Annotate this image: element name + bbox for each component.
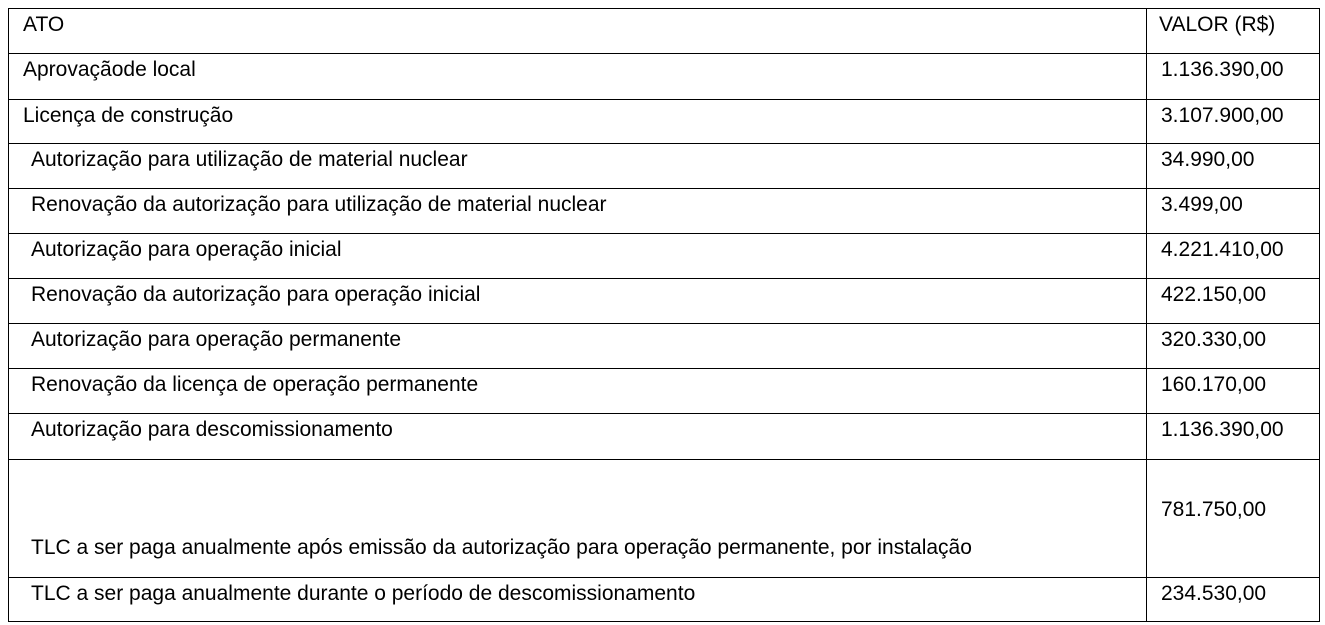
value-cell: 781.750,00 (1147, 460, 1320, 578)
table-row (9, 324, 1320, 369)
value-cell: 234.530,00 (1147, 578, 1320, 622)
table-row (9, 578, 1320, 622)
act-cell: Licença de construção (9, 100, 1147, 144)
table-row (9, 234, 1320, 279)
table-row (9, 189, 1320, 234)
value-cell: 320.330,00 (1147, 324, 1320, 369)
table-row (9, 100, 1320, 144)
value-cell: 1.136.390,00 (1147, 54, 1320, 100)
act-cell: Renovação da autorização para utilização de material nuclear (9, 189, 1147, 234)
value-cell: 4.221.410,00 (1147, 234, 1320, 279)
value-cell: 34.990,00 (1147, 144, 1320, 189)
act-cell: Autorização para descomissionamento (9, 414, 1147, 460)
table-row (9, 369, 1320, 414)
act-cell: TLC a ser paga anualmente durante o período de descomissionamento (9, 578, 1147, 622)
value-cell: 422.150,00 (1147, 279, 1320, 324)
table-row (9, 54, 1320, 100)
value-cell: 160.170,00 (1147, 369, 1320, 414)
header-value: VALOR (R$) (1147, 9, 1320, 54)
value-cell: 3.107.900,00 (1147, 100, 1320, 144)
table-row (9, 144, 1320, 189)
act-cell: TLC a ser paga anualmente após emissão da autorização para operação permanente, por instalação (9, 460, 1147, 578)
act-cell: Autorização para operação inicial (9, 234, 1147, 279)
table-row (9, 460, 1320, 578)
table-row (9, 279, 1320, 324)
value-cell: 1.136.390,00 (1147, 414, 1320, 460)
act-cell: Renovação da licença de operação permanente (9, 369, 1147, 414)
header-act: ATO (9, 9, 1147, 54)
fees-table (8, 8, 1320, 622)
table-row (9, 414, 1320, 460)
act-cell: Aprovaçãode local (9, 54, 1147, 100)
value-cell: 3.499,00 (1147, 189, 1320, 234)
act-cell: Renovação da autorização para operação inicial (9, 279, 1147, 324)
act-cell: Autorização para utilização de material nuclear (9, 144, 1147, 189)
act-cell: Autorização para operação permanente (9, 324, 1147, 369)
header-row (9, 9, 1320, 54)
